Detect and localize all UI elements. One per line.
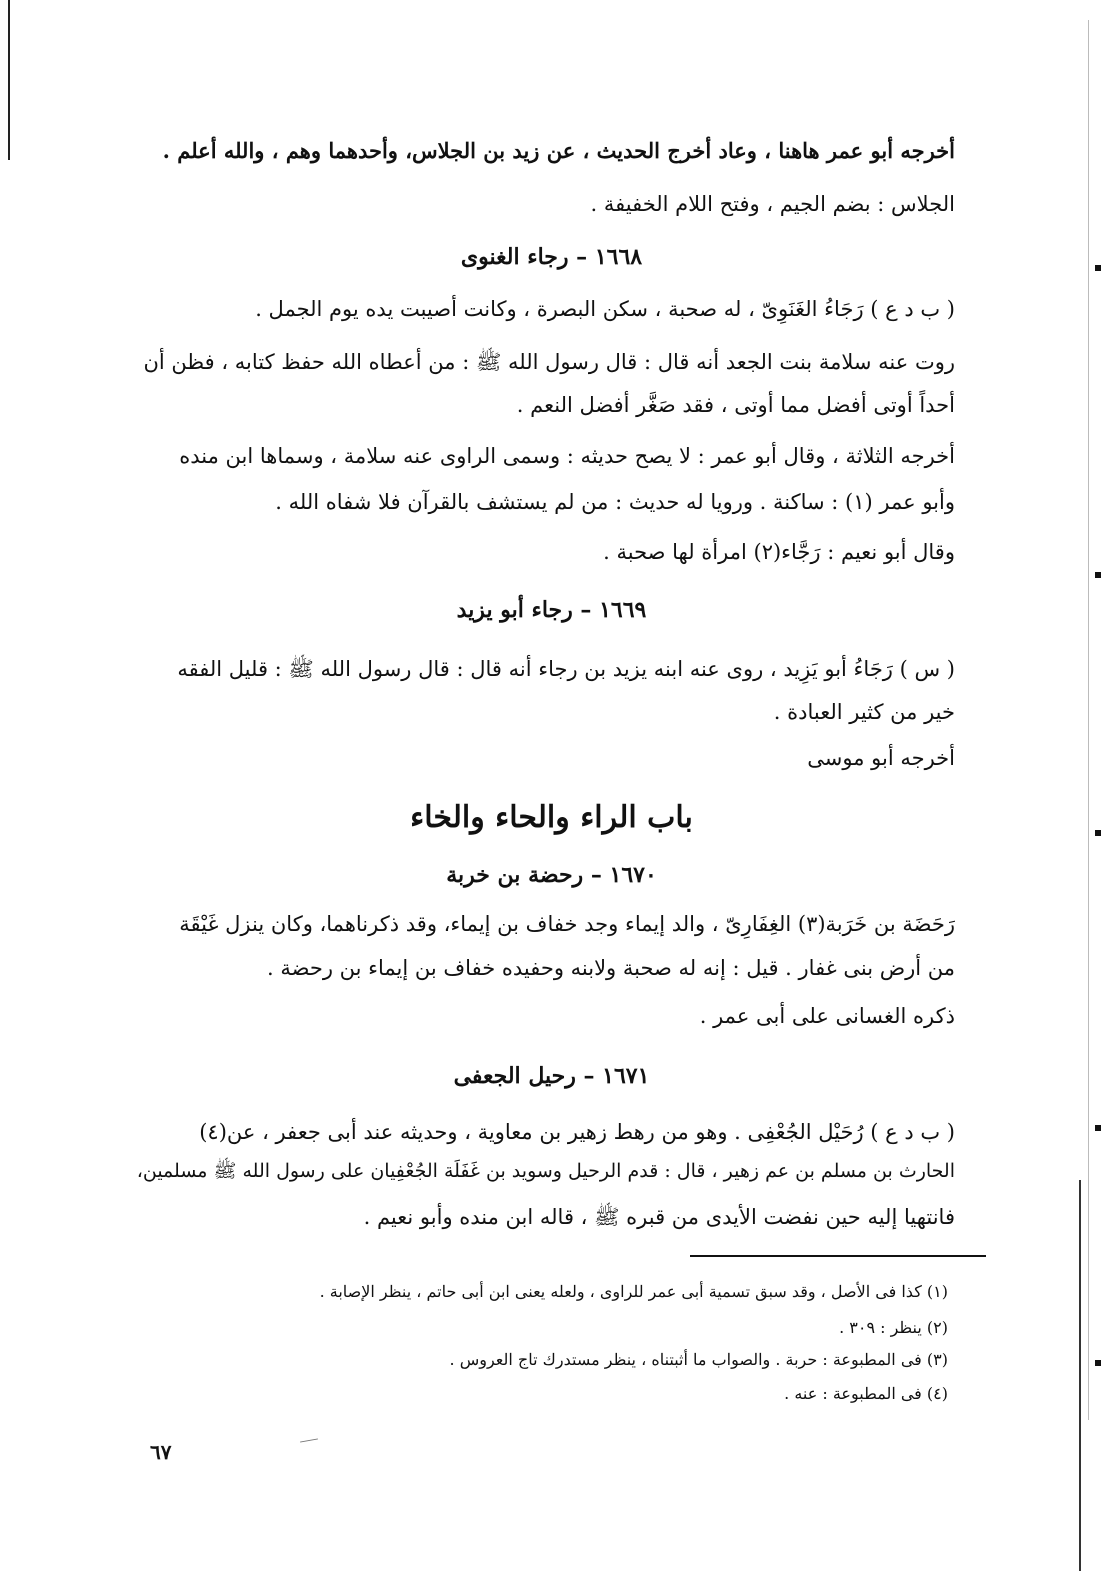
- footnote: (٢) ينظر : ٣٠٩ .: [839, 1318, 948, 1337]
- text-line: وقال أبو نعيم : رَجَّاء(٢) امرأة لها صحبة .: [603, 540, 955, 564]
- text-line: ( ب د ع ) رَجَاءُ الغَنَوِىّ ، له صحبة ، سكن البصرة ، وكانت أصيبت يده يوم الجمل .: [255, 297, 955, 321]
- text-line: من أرض بنى غفار . قيل : إنه له صحبة ولابنه وحفيده خفاف بن إيماء بن رحضة .: [267, 956, 955, 980]
- text-line: ذكره الغسانى على أبى عمر .: [699, 1004, 955, 1028]
- entry-heading: ١٦٦٨ – رجاء الغنوى: [460, 244, 643, 270]
- text-line: أخرجه أبو موسى: [807, 746, 955, 770]
- footnote: (٣) فى المطبوعة : حربة . والصواب ما أثبتناه ، ينظر مستدرك تاج العروس .: [449, 1350, 948, 1369]
- scan-mark: [300, 1438, 318, 1442]
- page-number: ٦٧: [150, 1440, 172, 1464]
- text-line: ( ب د ع ) رُحَيْل الجُعْفِى . وهو من رهط زهير بن معاوية ، وحديثه عند أبى جعفر ، عن(٤): [199, 1120, 955, 1144]
- page-edge-line: [1079, 1180, 1081, 1571]
- margin-mark: [1095, 1360, 1101, 1366]
- text-line: أحداً أوتى أفضل مما أوتى ، فقد صَغَّر أفضل النعم .: [516, 393, 955, 417]
- text-line: الجلاس : بضم الجيم ، وفتح اللام الخفيفة .: [590, 192, 955, 216]
- chapter-title: باب الراء والحاء والخاء: [410, 800, 693, 835]
- text-line: وأبو عمر (١) : ساكنة . ورويا له حديث : من لم يستشف بالقرآن فلا شفاه الله .: [275, 490, 955, 514]
- margin-mark: [1095, 1125, 1101, 1131]
- text-line: أخرجه أبو عمر هاهنا ، وعاد أخرج الحديث ، عن زيد بن الجلاس، وأحدهما وهم ، والله أعلم .: [162, 138, 955, 163]
- text-line: رَحَضَة بن خَرَبة(٣) الغِفَارِىّ ، والد إيماء وجد خفاف بن إيماء، وقد ذكرناهما، وكان ينزل غَيْقَة: [179, 912, 955, 936]
- margin-mark: [1095, 572, 1101, 578]
- page-edge-line: [8, 0, 10, 160]
- footnote-divider: [690, 1255, 986, 1257]
- text-line: الحارث بن مسلم بن عم زهير ، قال : قدم الرحيل وسويد بن غَفَلَة الجُعْفِيان على رسول الله ﷺ مسلمين،: [136, 1160, 955, 1182]
- footnote: (٤) فى المطبوعة : عنه .: [784, 1384, 948, 1403]
- text-line: ( س ) رَجَاءُ أبو يَزِيد ، روى عنه ابنه يزيد بن رجاء أنه قال : قال رسول الله ﷺ : قليل الفقه: [177, 657, 955, 681]
- entry-heading: ١٦٧٠ – رحضة بن خربة: [446, 862, 657, 888]
- footnote: (١) كذا فى الأصل ، وقد سبق تسمية أبى عمر للراوى ، ولعله يعنى ابن أبى حاتم ، ينظر الإصابة .: [319, 1282, 948, 1301]
- text-line: خير من كثير العبادة .: [773, 700, 955, 724]
- text-line: روت عنه سلامة بنت الجعد أنه قال : قال رسول الله ﷺ : من أعطاه الله حفظ كتابه ، فظن أن: [143, 350, 955, 374]
- page-edge-line: [1088, 20, 1089, 1420]
- entry-heading: ١٦٦٩ – رجاء أبو يزيد: [456, 597, 647, 623]
- text-line: فانتهيا إليه حين نفضت الأيدى من قبره ﷺ ، قاله ابن منده وأبو نعيم .: [363, 1205, 955, 1229]
- text-line: أخرجه الثلاثة ، وقال أبو عمر : لا يصح حديثه : وسمى الراوى عنه سلامة ، وسماها ابن منده: [179, 444, 955, 468]
- entry-heading: ١٦٧١ – رحيل الجعفى: [453, 1063, 650, 1089]
